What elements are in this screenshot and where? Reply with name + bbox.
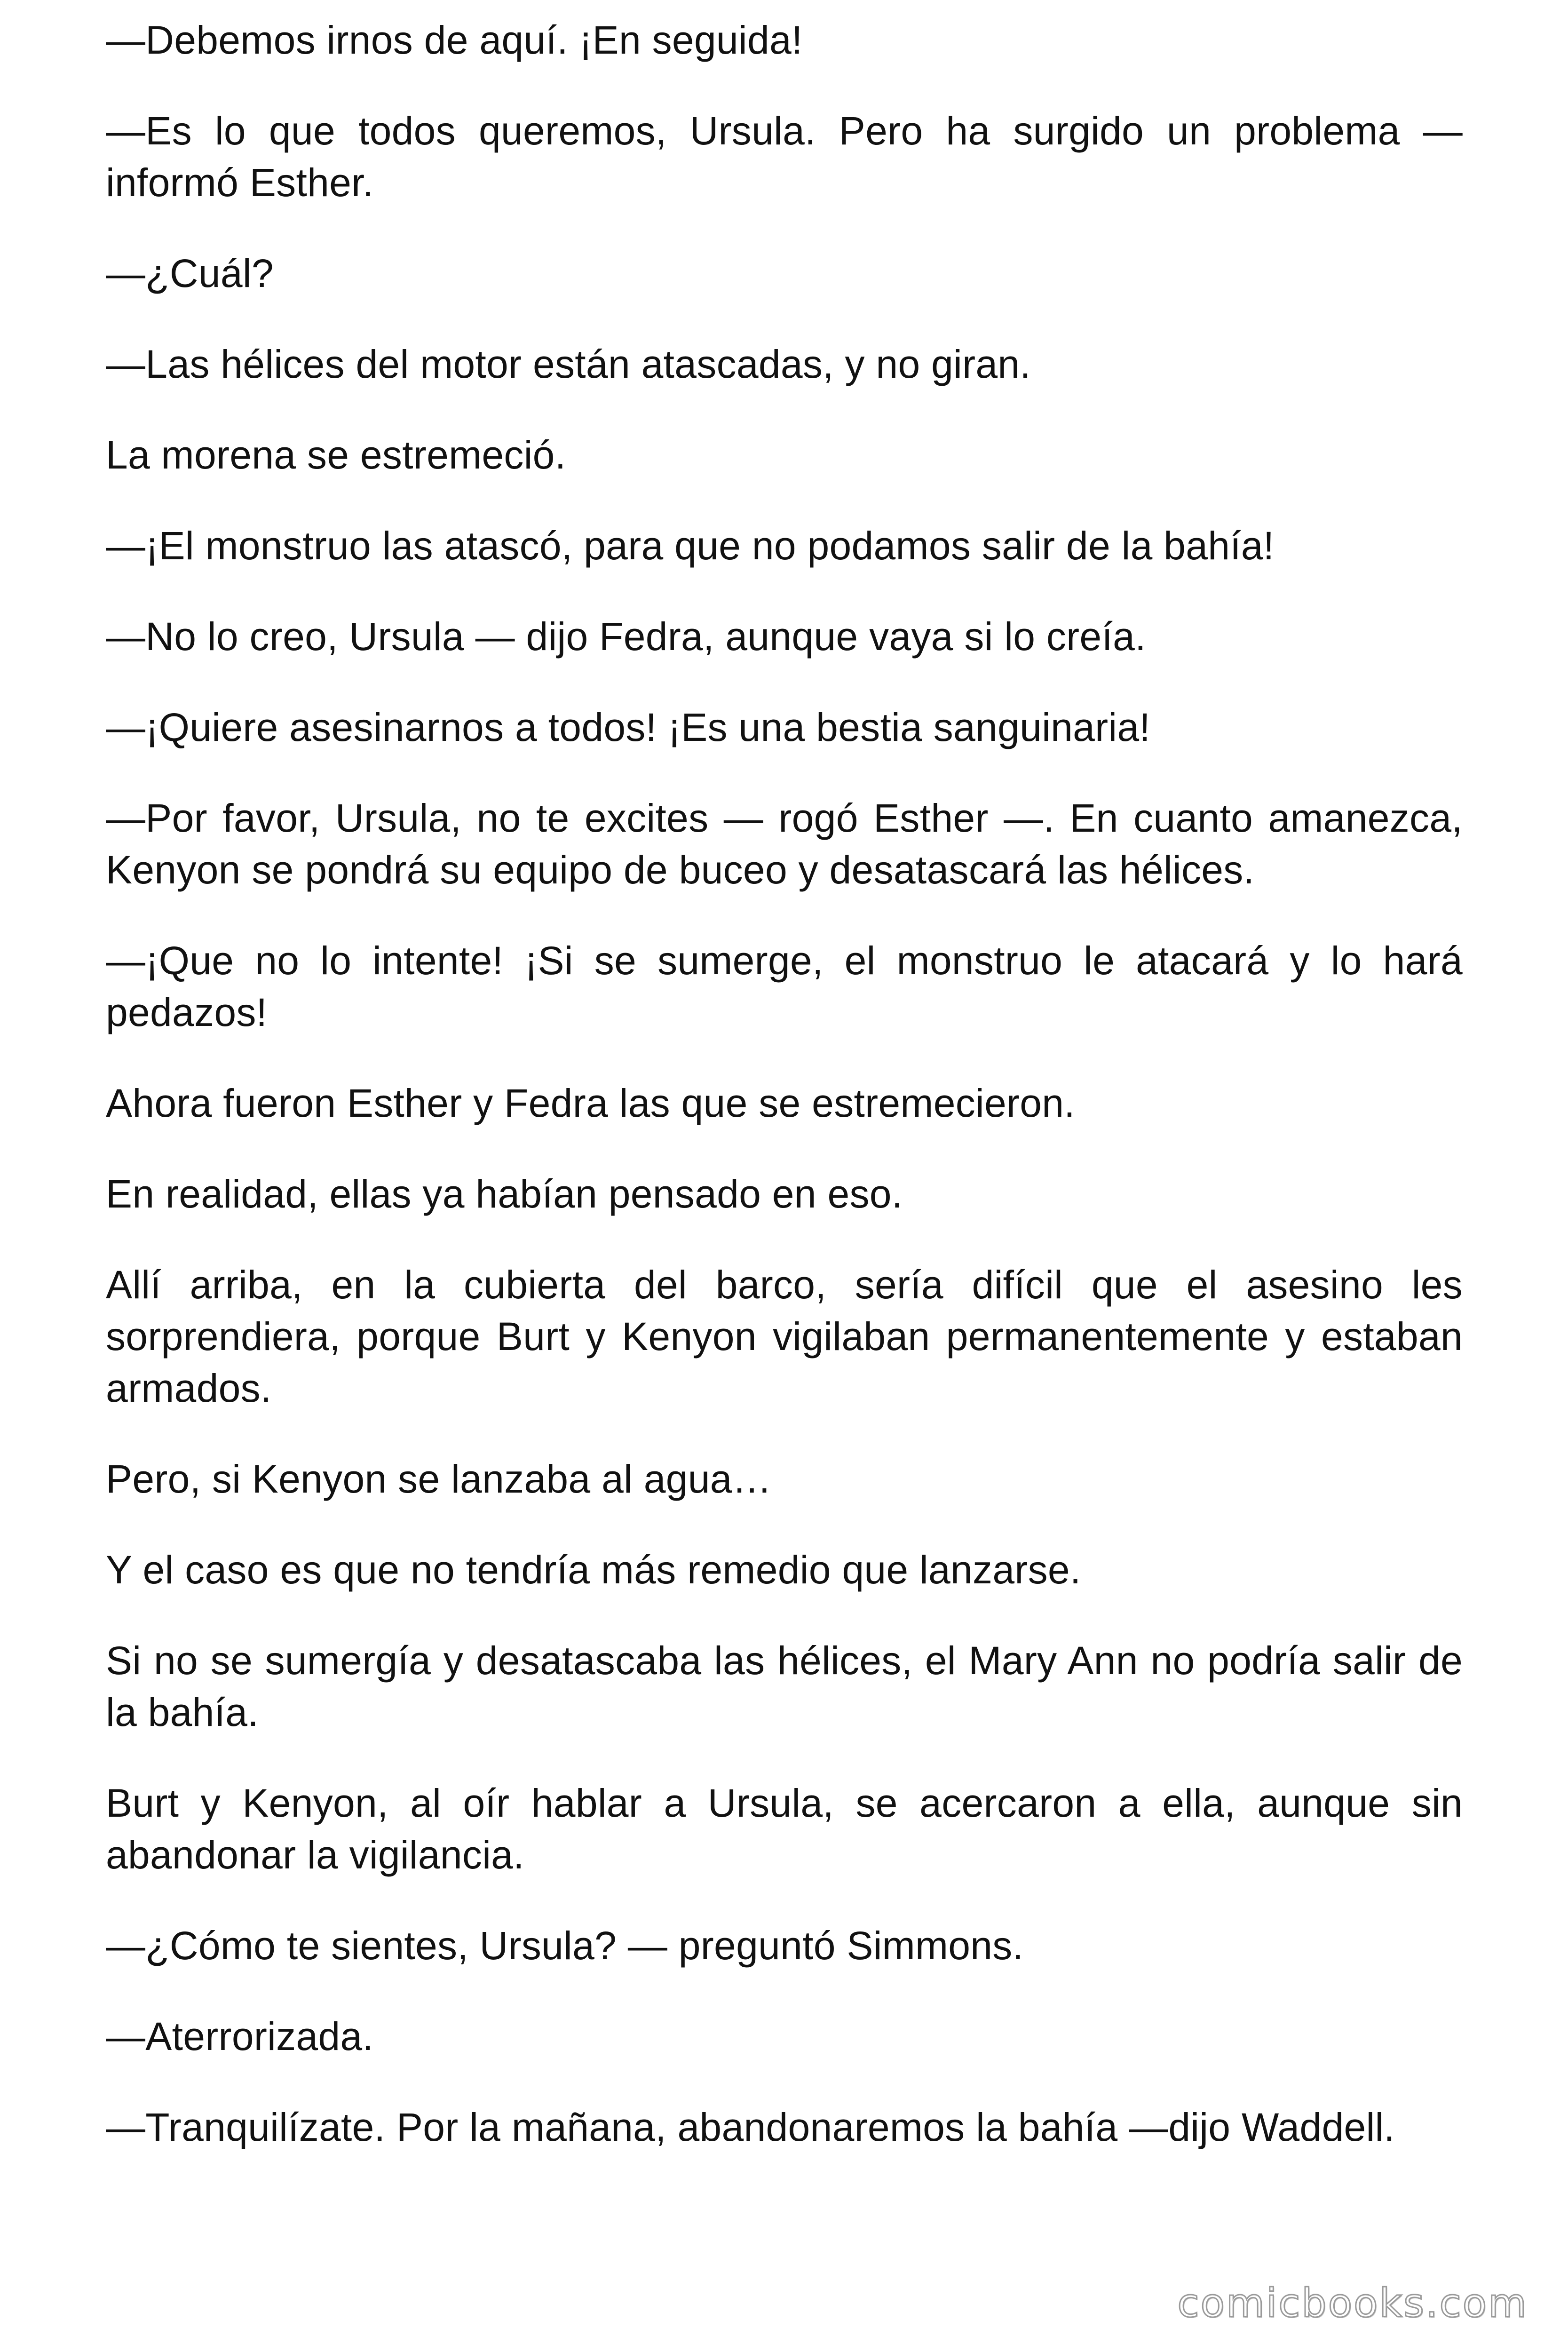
paragraph: —¡Que no lo intente! ¡Si se sumerge, el monstruo le atacará y lo hará pedazos! — [106, 938, 1463, 1034]
paragraph: Pero, si Kenyon se lanzaba al agua… — [106, 1457, 772, 1501]
paragraph: —¡El monstruo las atascó, para que no podamos salir de la bahía! — [106, 524, 1275, 568]
paragraph: —Aterrorizada. — [106, 2014, 374, 2058]
paragraph: En realidad, ellas ya habían pensado en eso. — [106, 1172, 903, 1216]
paragraph: —¡Quiere asesinarnos a todos! ¡Es una bestia sanguinaria! — [106, 705, 1150, 749]
paragraph: Si no se sumergía y desatascaba las hélices, el Mary Ann no podría salir de la bahía. — [106, 1638, 1463, 1734]
paragraph: —Debemos irnos de aquí. ¡En seguida! — [106, 18, 803, 62]
watermark: comicbooks.com — [1177, 2280, 1528, 2326]
paragraph: Allí arriba, en la cubierta del barco, sería difícil que el asesino les sorprendiera, porque Burt y Kenyon vigilaban permanentemente y estaban armados. — [106, 1263, 1463, 1410]
paragraph: —No lo creo, Ursula — dijo Fedra, aunque vaya si lo creía. — [106, 614, 1146, 659]
paragraph: —Por favor, Ursula, no te excites — rogó Esther —. En cuanto amanezca, Kenyon se pondrá su equipo de buceo y desatascará las hélices. — [106, 796, 1463, 892]
paragraph: Burt y Kenyon, al oír hablar a Ursula, se acercaron a ella, aunque sin abandonar la vigilancia. — [106, 1781, 1463, 1877]
paragraph: —Es lo que todos queremos, Ursula. Pero ha surgido un problema — informó Esther. — [106, 109, 1463, 205]
paragraph: Y el caso es que no tendría más remedio que lanzarse. — [106, 1548, 1081, 1592]
paragraph: —¿Cómo te sientes, Ursula? — preguntó Simmons. — [106, 1923, 1024, 1968]
paragraph: Ahora fueron Esther y Fedra las que se estremecieron. — [106, 1081, 1075, 1125]
text-column — [106, 14, 1463, 2153]
paragraph: —¿Cuál? — [106, 251, 274, 295]
paragraph: —Las hélices del motor están atascadas, y no giran. — [106, 342, 1031, 386]
paragraph: —Tranquilízate. Por la mañana, abandonaremos la bahía —dijo Waddell. — [106, 2105, 1395, 2149]
paragraph: La morena se estremeció. — [106, 433, 566, 477]
